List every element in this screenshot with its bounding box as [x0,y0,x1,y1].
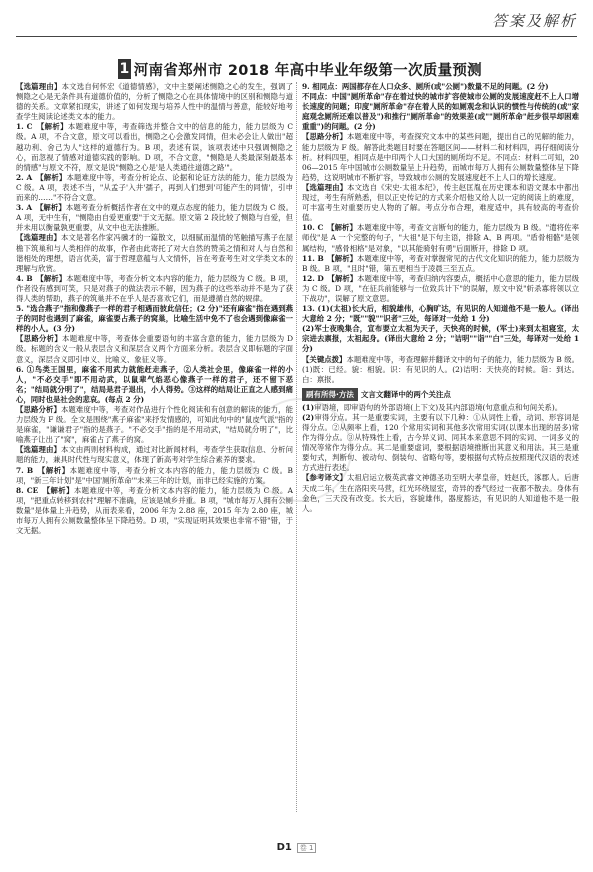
left-paragraph: 6. ①鸟类王国里，麻雀不用武力就能赶走燕子，②人类社会里，像麻雀一样的小人，"不必交手"即不用动武，以鼠辈气焰恶心像燕子一样的君子，还不留下恶名；"结局就分明了"，结局是君子退出，小人得势。③这样的结局让正直之人感到痛心，同时也是社会的悲哀。(每点 2 分) [16,364,293,404]
left-paragraph: 8. CE 【解析】本题难度中等，考查分析文本内容的能力，能力层级为 C 级。A 项，"把重点转移到农村"理解不准确，应该是城乡并重。B 项，"城市每万人拥有公厕数量"是体量上升趋势，从而表来看，2006 年为 2.88 座，2015 年为 2.80 座，城市每万人拥有公厕数量整体呈下降趋势。D 项，"实现证明其效果也非常不错"错，于文无据。 [16,485,293,536]
right-paragraph: 【参考译文】太祖启运立极英武睿文神德圣功至明大孝皇帝，姓赵氏，涿郡人。后唐天成二年，生在洛阳夹马营，红光环绕屋室，奇异的香气经过一夜都不散去。身体有金色，三天没有改变。长大后，容貌雄伟，器度豁达，有见识的人知道他不是一般人。 [302,473,579,513]
page-sub-label: 卷 1 [297,843,317,853]
right-paragraph: 【选篇理由】本文选自《宋史·太祖本纪》，传主赵匡胤在历史课本和语文课本中都出现过，考生有所熟悉，但以正史传记的方式来介绍他又给人以一定的阅读上的难度，可丰富考生对重要历史人物的了解。考点分布合理，难度适中，具有较高的考查价值。 [302,182,579,223]
right-paragraph: 13. (1)(太祖)长大后，相貌雄伟，心胸旷达，有见识的人知道他不是一般人。(译出大意给 2 分；"既""貌""识者"三处，每译对一处给 1 分) [302,304,579,324]
right-paragraph: (1)审语境，即审语句的外部语境(上下文)及其内部语境(句意重点和句间关系)。 [302,402,563,412]
method-section-title: 文言文翻译中的两个关注点 [360,389,451,399]
left-paragraph: 4. B 【解析】本题难度中等，考查分析文本内容的能力，能力层级为 C 级。B 项，作者没有感到可笑，只是对燕子的做法表示不解，因为燕子的这些举动并不是为了获得人类的帮助，燕子的筑巢并不在乎人是否喜欢它们，而是遵循自然的规律。 [16,273,293,303]
left-paragraph: 3. A 【解析】本题考查分析概括作者在文中的观点态度的能力，能力层级为 C 级。A 项，无中生有，"恻隐由自爱更重要"于文无据。原文第 2 段比较了恻隐与自爱，但并未用以衡量孰更重要，从文中也无法推断。 [16,203,293,233]
page-code: D1 [276,842,292,853]
page-footer [0,842,593,853]
right-paragraph: 不同点：中国"厕所革命"存在着过快的城市扩容使城市公厕的发展速度赶不上人口增长速度的问题；印度"厕所革命"存在着人民的如厕观念和认识的惯性与传统的(或"家庭观念厕所还难以普及")和推行"厕所革命"的效果差(或""厕所革命"赶步很早却困难重重")的问题。(2 分) [302,92,579,132]
method-section-tag: 刷有所得·方法 [302,388,358,401]
doc-title-bar [118,58,482,80]
method-section-header [302,388,579,401]
right-paragraph: 10. C 【解析】本题难度中等，考查文言断句的能力，能力层级为 B 级。"遣将佐率师伐"是 A 一个完整的句子，"大祖"是下句主语，排除 A、B 两项。"盾骨相骼"是领属结构，"感骨相格"是对象，"以其能骑射有勇"后面断开，排除 D 项。 [302,223,579,253]
right-paragraph: 【思路分析】本题难度中等，考查探究文本中的某些问题，提出自己的见解的能力，能力层级为 F 级。解答此类题目时要在答题区间——材料二和材料四，再仔细阅读分析。材料四里，相同点是中印两个人口大国的厕所均不足。不同点：材料二可知，2006—2015 年中国城市公厕数量呈上升趋势，而城市每万人拥有公厕数量整体呈下降趋势，这说明城市不断扩容，导致城市公厕的发展速度赶不上人口的增长速度。 [302,132,579,182]
doc-number-badge: 1 [119,61,130,77]
right-paragraph: 9. 相同点：两国都存在人口众多、厕所(或"公厕")数量不足的问题。(2 分) [302,82,549,91]
left-paragraph: 【选篇理由】本文选自何怀宏《道德情感》，文中主要阐述恻隐之心的发生，强调了恻隐之心是无条件具有道德价值的，分析了恻隐之心在具体情境中的区别和恻隐与道德的关系。文章紧扣现实，讲述了如何发现与培养人性中的温情与善意，能较好地考查学生阅读论述类文本的能力。 [16,82,293,122]
left-paragraph: 【思路分析】本题难度中等，考查体会重要语句的丰富含意的能力，能力层级为 D 级。标题的含义一般从表层含义和深层含义两个方面来分析。表层含义即标题的字面意义，深层含义即引申义、比喻义、象征义等。 [16,334,293,364]
right-paragraph: (2)军士夜晚集合，宣布要立太祖为天子，天快亮的时候，(军士)来到太祖寝室，太宗进去禀报，太祖起身。(译出大意给 2 分；"诘明""诣""白"三处，每译对一处给 1 分) [302,324,579,354]
left-paragraph: 7. B 【解析】本题难度中等，考查分析文本内容的能力，能力层级为 C 级。B 项，"新三年计划"是"中国'厕所革命'"未来三年的计划，而非已经实施的方案。 [16,465,293,485]
right-column [302,82,579,822]
left-paragraph: 【思路分析】本题难度中等，考查对作品进行个性化阅读和有创意的解读的能力，能力层级为 F 级。全文是围绕"燕子麻雀"来抒发情感的，可知此句中的"鼠皮气派"指的是麻雀，"谦谦君子"指的是燕子。"不必交手"指的是不用动武，"结局就分明了"，比喻燕子让出了"窝"，麻雀占了燕子的窝。 [16,405,293,445]
right-paragraph: (2)审得分点。其一是重要实词，主要有以下几种：①从词性上看，动词、形容词是得分点。②从频率上看，120 个常用实词和其他多次常用实词(以课本出现的居多)常作为得分点。③从特殊性上看，古今异义词、同其本来意思不同的实词、一词多义的情况等常作为得分点。其二是重要虚词，要根据语境推断出其意义和用法。其三是重要句式，判断句、被动句、倒装句、省略句等，要根据句式特点按照现代汉语的表述方式进行表述。 [302,412,579,473]
left-column [16,82,293,822]
left-paragraph: 【选篇理由】本文由两则材料构成，通过对比新闻材料，考查学生获取信息、分析问题的能力，兼具时代性与现实意义，体现了新高考对学生综合素养的要求。 [16,445,293,465]
right-paragraph: 【关键点拨】本题难度中等，考查理解并翻译文中的句子的能力，能力层级为 B 级。(1)既：已经。貌：相貌。识：有见识的人。(2)诘明：天快亮的时候。诣：到达。白：禀报。 [302,354,579,384]
right-paragraph: 11. B 【解析】本题难度中等，考查对掌握常见的古代文化知识的能力，能力层级为 B 级。B 项，"且时"错，第五更相当于凌晨三至五点。 [302,253,579,273]
left-paragraph: 1. C 【解析】本题难度中等，考查筛选并整合文中的信息的能力，能力层级为 C 级。A 项，不合文意，原文可以看出，恻隐之心会激发同情，但未必会让人做出"超越功利、舍己为人"这样的道德行为。B 项，表述有误，该项表述中只强调恻隐之心，而忽视了情感对道德实践的影响。D 项，不合文意，"恻隐是人类最深刻最基本的情感"与原文不符，原文是说"恻隐之心是'是人类通往道德之路'"。 [16,122,293,172]
doc-title: 河南省郑州市 2018 年高中毕业年级第一次质量预测 [133,62,482,79]
left-paragraph: 2. A 【解析】本题难度中等，考查分析论点、论据和论证方法的能力，能力层级为 C 级。A 项，表述不当，"从孟子'入井'孺子，再到人们想到'可能产生的同情'，引申而来的……"不符合文意。 [16,172,293,203]
left-paragraph: 5. "选合燕子"指和像燕子一样的君子相遇而彼此信任；(2 分)"还有麻雀"指在遇到燕子的同时也遇到了麻雀，麻雀要占燕子的窝巢，比喻生活中免不了也会遇到像麻雀一样的小人。(3 分) [16,304,293,334]
header-title: 答案及解析 [491,12,577,30]
header-divider [16,36,577,37]
right-paragraph: 12. D 【解析】本题难度中等，考查归纳内容要点，概括中心意思的能力，能力层级为 C 级。D 项，"在征兵前能够与一位致兵计下"的误解，原文中说"斩杀寡将领以立下战功"，误解了原文意思。 [302,273,579,303]
left-paragraph: 【选篇理由】本文是著名作家冯骥才的一篇散文，以细腻而温情的笔触描写燕子在屋檐下筑巢和与人类相伴的故事，作者由此寄托了对大自然的赞美之情和对人与自然和谐相处的理想，语言优美，富于哲理意蕴与人文情怀，旨在考查考生对文学类文本的理解与欣赏。 [16,233,293,273]
